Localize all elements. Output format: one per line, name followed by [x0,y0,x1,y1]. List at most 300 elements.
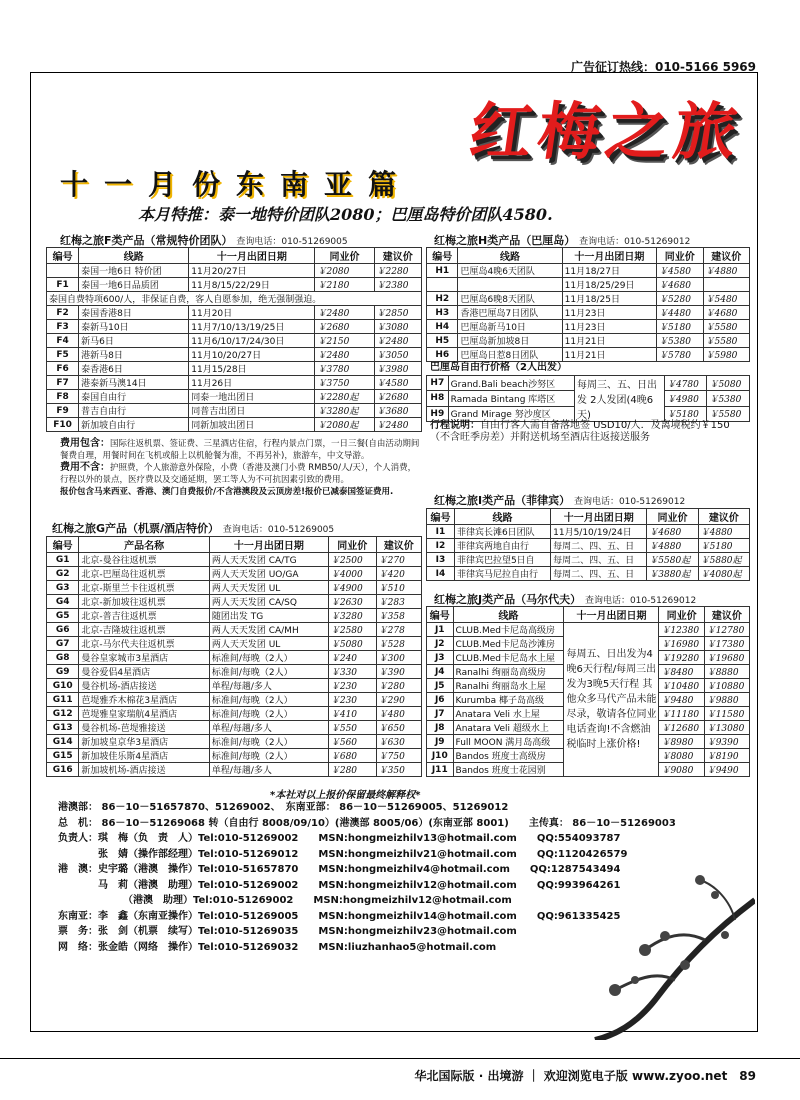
row-code: F7 [47,376,79,390]
table-cell: ￥5180 [698,539,749,553]
table-cell: 同新加坡出团日 [189,418,315,432]
section-i-phone: 查询电话：010-51269012 [573,497,686,507]
table-row [47,693,422,707]
row-code: F5 [47,348,79,362]
table-cell: 泰国一地6日 特价团 [79,264,189,278]
column-header: 编号 [47,537,79,553]
table-cell: 每周二、四、五、日 [551,553,647,567]
row-code: H3 [427,306,458,320]
table-cell: 11月7/10/13/19/25日 [189,320,315,334]
table-cell: ￥4900 [328,581,376,595]
table-row [427,539,750,553]
table-row [427,320,750,334]
table-cell: ￥280 [376,679,421,693]
table-cell: ￥5080 [707,376,750,391]
table-row [47,362,422,376]
table-cell: ￥8980 [659,735,704,749]
table-cell: ￥3750 [315,376,374,390]
table-cell: ￥2480 [374,334,421,348]
j-note: 每周五、日出发为4晚6天行程/每周三出发为3晚5天行程 其他众多马代产品未能尽录，敬请各位同业电话查询!不含燃油税临时上涨价格! [564,623,659,777]
row-code: F9 [47,404,79,418]
contact-line: 马 莉（港澳 助理）Tel:010-51269002 MSN:hongmeizhilv12@hotmail.com QQ:993964261 [58,879,621,891]
table-cell: ￥4980 [664,391,707,406]
row-code: F1 [47,278,79,292]
row-code: G16 [47,763,79,777]
table-cell: 11月21日 [562,348,656,362]
table-cell: 新加坡自由行 [79,418,189,432]
row-code [427,278,458,292]
table-cell: ￥2630 [328,595,376,609]
section-j-title: 红梅之旅J类产品（马尔代夫） [434,593,582,606]
table-cell: ￥2480 [315,306,374,320]
table-row [47,320,422,334]
table-cell: 单程/每趟/多人 [209,679,328,693]
table-cell: ￥8480 [659,665,704,679]
table-row [47,707,422,721]
row-code: I1 [427,525,455,539]
table-cell: 巴厘岛日惹8日团队 [458,348,562,362]
table-cell: 泰国一地6日品质团 [79,278,189,292]
table-row [47,581,422,595]
table-cell: ￥3980 [374,362,421,376]
table-cell: ￥290 [376,693,421,707]
table-cell: ￥2480 [374,418,421,432]
table-cell: ￥9480 [659,693,704,707]
table-cell: ￥3280 [328,609,376,623]
table-cell: 11月20/27日 [189,264,315,278]
table-cell: ￥4580 [657,264,703,278]
row-code: H9 [427,406,449,421]
column-header: 十一月出团日期 [564,607,659,623]
footer-text: 华北国际版 · 出境游 ｜ 欢迎浏览电子版 www.zyoo.net 89 [414,1069,756,1083]
column-header: 同业价 [659,607,704,623]
table-cell: 两人天天发团 CA/TG [209,553,328,567]
table-cell: ￥5580 [707,406,750,421]
table-cell: ￥17380 [704,637,749,651]
row-code: H1 [427,264,458,278]
table-cell: ￥280 [328,763,376,777]
table-cell: 菲律宾马尼拉自由行 [454,567,550,581]
row-code: G3 [47,581,79,595]
table-row [47,390,422,404]
table-cell: ￥5380 [657,334,703,348]
table-cell: 泰新马10日 [79,320,189,334]
table-row [47,763,422,777]
table-row [47,278,422,292]
table-cell: ￥10880 [704,679,749,693]
table-cell: ￥2080 [315,264,374,278]
table-cell: ￥5180 [657,320,703,334]
column-header: 十一月出团日期 [209,537,328,553]
bali-free-header: 巴厘岛自由行价格（2人出发） [430,362,567,373]
table-cell: Full MOON 满月岛高级 [453,735,564,749]
page-subtitle: 十一月份东南亚篇 [60,168,413,201]
table-j [426,606,750,777]
table-cell: 标准间/每晚（2人） [209,651,328,665]
table-cell: 巴厘岛新加坡8日 [458,334,562,348]
monthly-special: 本月特推：泰一地特价团队2080；巴厘岛特价团队4580. [138,205,553,224]
table-i [426,508,750,581]
table-h-free [426,375,750,422]
column-header: 十一月出团日期 [551,509,647,525]
table-cell: ￥350 [376,763,421,777]
row-code: J7 [427,707,454,721]
table-cell: Grand Mirage 努沙度区 [448,406,574,421]
table-cell: ￥4880 [647,539,698,553]
table-cell: ￥2480 [315,348,374,362]
fee-incl-text: 国际往返机票、签证费、三星酒店住宿，行程内景点门票，一日三餐(自由活动期间餐费自理，用餐时间在飞机或船上以机舱餐为准，不再另补)，旅游车，中文导游。 [60,439,420,461]
row-code: G6 [47,623,79,637]
table-cell: 北京-吉隆坡往返机票 [79,623,209,637]
table-cell: Bandos 班度士花园别 [453,763,564,777]
table-cell: ￥528 [376,637,421,651]
table-row [427,264,750,278]
table-header-row [427,248,750,264]
column-header: 线路 [458,248,562,264]
table-cell: 11月23日 [562,320,656,334]
table-cell: ￥550 [328,721,376,735]
fee-tip: 报价包含马来西亚、香港、澳门自费报价/不含港澳段及云顶房差!报价已减泰国签证费用. [60,487,394,497]
row-code: H2 [427,292,458,306]
table-cell: 标准间/每晚（2人） [209,707,328,721]
table-cell: ￥13080 [704,721,749,735]
table-cell: CLUB.Med卡尼岛沙滩房 [453,637,564,651]
table-cell: Anatara Veli 超级水上 [453,721,564,735]
row-code: J4 [427,665,454,679]
table-cell: ￥5080 [328,637,376,651]
table-cell: ￥2180 [315,278,374,292]
table-cell: ￥2150 [315,334,374,348]
table-cell: 两人天天发团 UL [209,637,328,651]
contact-line: 东南亚：李 鑫（东南亚操作）Tel:010-51269005 MSN:hongmeizhilv14@hotmail.com QQ:961335425 [58,910,621,922]
row-code: J11 [427,763,454,777]
table-cell: 巴厘岛4晚6天团队 [458,264,562,278]
column-header: 建议价 [698,509,749,525]
table-cell: ￥510 [376,581,421,595]
table-cell: 北京-巴厘岛往返机票 [79,567,209,581]
table-cell: ￥3080 [374,320,421,334]
column-header: 建议价 [376,537,421,553]
table-header-row [47,537,422,553]
table-cell: 单程/每趟/多人 [209,721,328,735]
table-row [427,306,750,320]
table-cell: ￥3780 [315,362,374,376]
table-cell: 每周二、四、五、日 [551,567,647,581]
table-cell: ￥3680 [374,404,421,418]
visa-note: 自由行客人需自备落地签 USD10/人．及离境税约￥150（不含旺季房差）并附送机场至酒店往返接送服务 [430,420,730,443]
table-row [47,665,422,679]
row-code: G11 [47,693,79,707]
table-cell: ￥11180 [659,707,704,721]
table-cell: Ramada Bintang 库塔区 [448,391,574,406]
section-h-title: 红梅之旅H类产品（巴厘岛） [434,234,576,247]
section-g-header [52,520,334,536]
table-cell: 普吉自由行 [79,404,189,418]
table-cell: 单程/每趟/多人 [209,763,328,777]
plum-blossom-illustration [515,840,755,1040]
table-cell: ￥2080起 [315,418,374,432]
table-cell: 11月21日 [562,334,656,348]
row-code: J9 [427,735,454,749]
table-cell: 新马6日 [79,334,189,348]
table-cell: 芭堤雅乔木棉花3星酒店 [79,693,209,707]
row-code: H4 [427,320,458,334]
table-cell: ￥4880 [698,525,749,539]
bali-notes [430,420,748,444]
column-header: 十一月出团日期 [189,248,315,264]
table-cell: ￥9490 [704,763,749,777]
column-header: 线路 [454,509,550,525]
row-code: F2 [47,306,79,320]
table-cell: 11月10/20/27日 [189,348,315,362]
table-cell: 香港巴厘岛7日团队 [458,306,562,320]
column-header: 线路 [79,248,189,264]
table-cell: Bandos 班度士高级房 [453,749,564,763]
table-cell: 两人天天发团 UL [209,581,328,595]
visa-label: 行程说明： [430,420,480,431]
table-cell: 标准间/每晚（2人） [209,693,328,707]
row-code: I3 [427,553,455,567]
row-code: H6 [427,348,458,362]
column-header: 十一月出团日期 [562,248,656,264]
row-code: F6 [47,362,79,376]
row-code: F8 [47,390,79,404]
table-cell: ￥5780 [657,348,703,362]
row-code: J2 [427,637,454,651]
table-cell: ￥5380 [707,391,750,406]
table-cell: ￥240 [328,651,376,665]
section-f-phone: 查询电话：010-51269005 [236,237,348,247]
table-row [47,735,422,749]
table-cell: ￥2680 [315,320,374,334]
ad-hotline: 广告征订热线：010-5166 5969 [570,60,756,74]
table-cell: 新加坡机场-酒店接送 [79,763,209,777]
contact-line: 票 务：张 剑（机票 续写）Tel:010-51269035 MSN:hongmeizhilv23@hotmail.com [58,926,517,937]
table-cell: ￥750 [376,749,421,763]
section-h-header [434,232,690,248]
fee-incl-label: 费用包含： [60,438,110,449]
table-cell: ￥480 [376,707,421,721]
table-row [47,679,422,693]
section-f-title: 红梅之旅F类产品（常规特价团队） [60,234,233,247]
table-row [427,278,750,292]
table-row [47,595,422,609]
table-row [47,721,422,735]
table-cell: ￥390 [376,665,421,679]
table-cell: 11月5/10/19/24日 [551,525,647,539]
row-code: F10 [47,418,79,432]
table-row [47,418,422,432]
table-cell: 芭堤雅皇家瑞航4星酒店 [79,707,209,721]
table-cell: 北京-新加坡往返机票 [79,595,209,609]
table-cell: ￥8080 [659,749,704,763]
column-header: 编号 [427,607,454,623]
table-cell: ￥2380 [374,278,421,292]
table-cell: ￥4680 [647,525,698,539]
contact-line: 负责人：琪 梅（负 责 人）Tel:010-51269002 MSN:hongmeizhilv13@hotmail.com QQ:554093787 [58,833,621,844]
row-code: J6 [427,693,454,707]
table-cell: ￥19280 [659,651,704,665]
row-code: G15 [47,749,79,763]
f1-note: 泰国自费特项600/人，非保证自费，客人自愿参加，绝无强制强迫。 [47,292,422,306]
row-code: G4 [47,595,79,609]
table-cell: 两人天天发团 UO/GA [209,567,328,581]
table-cell: ￥650 [376,721,421,735]
table-cell: ￥4480 [657,306,703,320]
table-cell: ￥330 [328,665,376,679]
table-cell: 标准间/每晚（2人） [209,749,328,763]
table-row [427,292,750,306]
row-code: G1 [47,553,79,567]
row-code: F3 [47,320,79,334]
table-row [427,623,750,637]
row-code: G5 [47,609,79,623]
table-cell: ￥5280 [657,292,703,306]
table-cell: ￥5880起 [698,553,749,567]
row-code: J3 [427,651,454,665]
table-row [427,553,750,567]
table-cell: 11月15/28日 [189,362,315,376]
table-cell: ￥4000 [328,567,376,581]
table-row [47,553,422,567]
table-row [47,623,422,637]
row-code: G7 [47,637,79,651]
table-cell: ￥9390 [704,735,749,749]
table-cell: ￥2580 [328,623,376,637]
table-cell: 11月23日 [562,306,656,320]
table-cell: ￥5580 [703,320,750,334]
table-row [47,376,422,390]
table-cell: ￥9080 [659,763,704,777]
table-cell: ￥11580 [704,707,749,721]
table-cell: 菲律宾巴拉望5日自 [454,553,550,567]
page-title: 红梅之旅 [465,95,748,168]
f1-note-row [47,292,422,306]
column-header: 编号 [427,248,458,264]
contact-line: 张 婧（操作部经理）Tel:010-51269012 MSN:hongmeizhilv21@hotmail.com QQ:1120426579 [58,848,628,860]
table-row [427,567,750,581]
table-cell: ￥680 [328,749,376,763]
table-cell: ￥5480 [703,292,750,306]
table-cell: ￥2500 [328,553,376,567]
table-cell: 曼谷皇家城市3星酒店 [79,651,209,665]
row-code: I2 [427,539,455,553]
table-row [47,567,422,581]
table-cell: ￥2850 [374,306,421,320]
row-code: G9 [47,665,79,679]
section-g-title: 红梅之旅G产品（机票/酒店特价） [52,522,220,535]
row-code: J5 [427,679,454,693]
table-cell: 菲律宾长滩6日团队 [454,525,550,539]
table-cell: Kurumba 椰子岛高级 [453,693,564,707]
table-cell: 北京-斯里兰卡往返机票 [79,581,209,595]
row-code: G13 [47,721,79,735]
row-code: G12 [47,707,79,721]
table-cell: ￥8880 [704,665,749,679]
table-header-row [427,607,750,623]
table-cell: 随团出发 TG [209,609,328,623]
table-cell: ￥4780 [664,376,707,391]
row-code: G14 [47,735,79,749]
table-cell: 11月20日 [189,306,315,320]
table-cell: 11月26日 [189,376,315,390]
table-row [47,404,422,418]
section-f-header [60,232,348,248]
table-f [46,247,422,432]
fee-notes [60,438,420,498]
row-code: G10 [47,679,79,693]
table-cell: 北京-普吉往返机票 [79,609,209,623]
row-code [47,264,79,278]
section-j-header [434,591,696,607]
table-cell: ￥3880起 [647,567,698,581]
table-header-row [427,509,750,525]
table-cell: ￥12680 [659,721,704,735]
table-cell: ￥2280起 [315,390,374,404]
table-cell: ￥12780 [704,623,749,637]
title-block [315,80,755,170]
table-cell: Grand.Bali beach沙努区 [448,376,574,391]
column-header: 建议价 [704,607,749,623]
column-header: 同业价 [328,537,376,553]
table-row [47,306,422,320]
column-header: 建议价 [703,248,750,264]
row-code: G8 [47,651,79,665]
table-cell: ￥4680 [657,278,703,292]
table-row [427,376,750,391]
table-cell: ￥278 [376,623,421,637]
table-cell: ￥5580 [703,334,750,348]
contact-line: 网 络：张金皓（网络 操作）Tel:010-51269032 MSN:liuzhanhao5@hotmail.com [58,941,497,953]
table-g [46,536,422,777]
table-cell: ￥560 [328,735,376,749]
table-cell: ￥5980 [703,348,750,362]
table-cell: ￥4880 [703,264,750,278]
table-cell: 11月18/25/29日 [562,278,656,292]
table-header-row [47,248,422,264]
column-header: 产品名称 [79,537,209,553]
contact-line: 总 机： 86－10－51269068 转（自由行 8008/09/10）(港澳部 8005/06）(东南亚部 8001) 主传真： 86－10－51269003 [58,817,676,829]
table-cell: ￥230 [328,679,376,693]
section-h-phone: 查询电话：010-51269012 [579,237,691,247]
table-row [427,348,750,362]
free-note: 每周三、五、日出发 2人发团(4晚6天) [574,376,664,422]
column-header: 编号 [47,248,79,264]
table-cell [703,278,750,292]
table-cell: 两人天天发团 CA/MH [209,623,328,637]
table-cell: 11月18/25日 [562,292,656,306]
table-cell: 同泰一地出团日 [189,390,315,404]
row-code: I4 [427,567,455,581]
table-cell: ￥3280起 [315,404,374,418]
table-cell: 北京-马尔代夫往返机票 [79,637,209,651]
row-code: H7 [427,376,449,391]
table-row [427,525,750,539]
column-header: 建议价 [374,248,421,264]
table-cell: 港泰新马澳14日 [79,376,189,390]
table-cell: ￥630 [376,735,421,749]
column-header: 同业价 [647,509,698,525]
row-code: H8 [427,391,449,406]
table-cell: 两人天天发团 CA/SQ [209,595,328,609]
table-cell: 泰香港6日 [79,362,189,376]
table-cell: Anatara Veli 水上屋 [453,707,564,721]
table-cell: 曼谷机场-酒店接送 [79,679,209,693]
row-code: F4 [47,334,79,348]
table-cell: 泰国香港8日 [79,306,189,320]
table-cell: Ranalhi 绚丽岛高级房 [453,665,564,679]
section-i-title: 红梅之旅I类产品（菲律宾） [434,494,571,507]
